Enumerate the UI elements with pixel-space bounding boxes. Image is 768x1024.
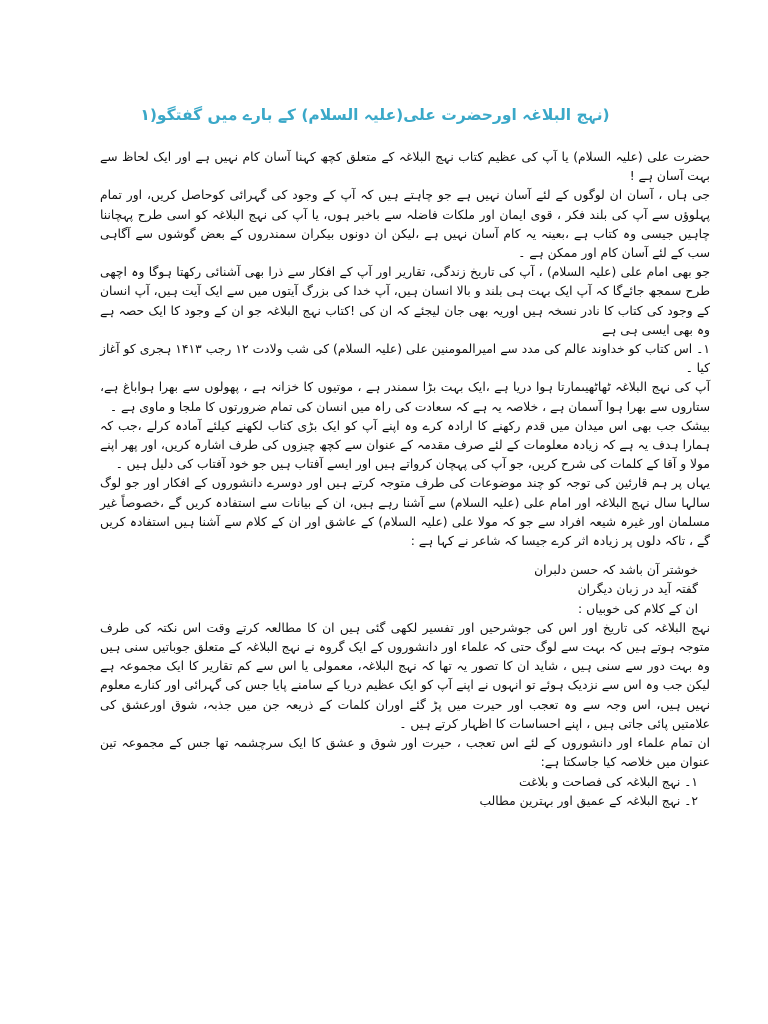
page-title: (نہج البلاغہ اورحضرت علی(علیہ السلام) کے بارے میں گفتگو(۱ <box>140 106 610 124</box>
paragraph: ان تمام علماء اور دانشوروں کے لئے اس تعجب ، حیرت اور شوق و عشق کا ایک سرچشمہ تھا جس کے مجموعہ تین عنوان میں خلاصہ کیا جاسکتا ہے: <box>100 736 710 770</box>
paragraph: نہج البلاغہ کی تاریخ اور اس کی جوشرحیں اور تفسیر لکھی گئی ہیں ان کا مطالعہ کرتے وقت اس نکتہ کی طرف متوجہ ہوتے ہیں کہ بہت سے لوگ حتی کہ علماء اور دانشوروں کے ایک گروہ نے نہج البلاغہ کے متعلق جوباتیں سنی ہیں وہ بہت دور سے سنی ہیں ، شاید ان کا تصور یہ تھا کہ نہج البلاغہ، معمولی یا اس سے کم تقاریر کا ایک مجموعہ ہے لیکن جب وہ اس سے نزدیک ہوئے تو انہوں نے اپنے آپ کو ایک عظیم دریا کے سامنے پایا جس کی گہرائی اور کنارے معلوم نہیں ہیں، اس وجہ سے وہ تعجب اور حیرت میں پڑ گئے اوران کلمات کے ذریعہ جن میں جذبہ، شوق اورعشق کی علامتیں پائی جاتی ہیں ، اپنے احساسات کا اظہار کرتے ہیں ۔ <box>100 620 710 731</box>
paragraph: بیشک جب بھی اس میدان میں قدم رکھنے کا ارادہ کرے وہ اپنے آپ کو ایک بڑی کتاب لکھنے کیلئے آمادہ کرلے ،جب کہ ہمارا ہدف یہ ہے کہ زیادہ معلومات کے لئے صرف مقدمہ کے عنوان سے کچھ چیزوں کی طرف اشارہ کریں، اور پھر اپنے مولا و آقا کے کلمات کی شرح کریں، جو آپ کی پہچان کرواتے ہیں اور ایسے آفتاب ہیں جو خود آفتاب کی دلیل ہیں ۔ <box>100 418 710 472</box>
list-item: ۲۔ نہج البلاغہ کے عمیق اور بہترین مطالب <box>479 793 698 808</box>
list-item: ۱۔ نہج البلاغہ کی فصاحت و بلاغت <box>519 774 698 789</box>
paragraph: یہاں پر ہم قارئین کی توجہ کو چند موضوعات کی طرف متوجہ کرتے ہیں اور دوسرے دانشوروں کے افکار اور جو لوگ سالہا سال نہج البلاغہ اور امام علی (علیہ السلام) سے آشنا رہے ہیں، ان کے بیانات سے استفادہ کریں گے ،خصوصاً غیر مسلمان اور غیرہ شیعہ افراد سے جو کہ مولا علی (علیہ السلام) کے عاشق اور ان کے کلام سے آشنا ہیں استفادہ کریں گے ، تاکہ دلوں پر زیادہ اثر کرے جیسا کہ شاعر نے کہا ہے : <box>100 476 710 549</box>
poem-line: خوشتر آن باشد کہ حسن دلبران <box>534 563 698 578</box>
document-body <box>100 148 710 811</box>
footnote: ۱۔ اس کتاب کو خداوند عالم کی مدد سے امیرالمومنین علی (علیہ السلام) کی شب ولادت ۱۲ رجب ۱۴۱۳ ہجری کو آغاز کیا ۔ <box>100 342 710 376</box>
paragraph: جو بھی امام علی (علیہ السلام) ، آپ کی تاریخ زندگی، تقاریر اور آپ کے افکار سے ذرا بھی آشنائی رکھتا ہوگا وہ اچھی طرح سمجھ جائےگا کہ آپ ایک بہت ہی بلند و بالا انسان ہیں، آپ خدا کی بزرگ آیتوں میں سے ایک آیت ہیں، آپ انسان کے وجود کی کتاب کا نادر نسخہ ہیں اوریہ بھی جان لیجئے کہ ان کی !کتاب نہج البلاغہ جو ان کے وجود کا ایک حصہ ہے وہ بھی ایسی ہی ہے <box>100 265 710 337</box>
paragraph: آپ کی نہج البلاغہ ٹھاٹھیںمارتا ہوا دریا ہے ،ایک بہت بڑا سمندر ہے ، موتیوں کا خزانہ ہے ، پھولوں سے بھرا ہواباغ ہے، ستاروں سے بھرا ہوا آسمان ہے ، خلاصہ یہ ہے کہ سعادت کی راہ میں انسان کی تمام ضرورتوں کا ملجا و ماوی ہے ۔ <box>100 380 710 414</box>
paragraph: حضرت علی (علیہ السلام) یا آپ کی عظیم کتاب نہج البلاغہ کے متعلق کچھ کہنا آسان کام نہیں ہے اور ایک لحاظ سے بہت آسان ہے ! <box>100 150 710 184</box>
poem-line: گفتہ آید در زبان دیگران <box>577 582 698 597</box>
paragraph: جی ہاں ، آسان ان لوگوں کے لئے آسان نہیں ہے جو چاہتے ہیں کہ آپ کے وجود کی گہرائی کوحاصل کریں، اور تمام پہلوؤں سے آپ کی بلند فکر ، قوی ایمان اور ملکات فاضلہ سے باخبر ہوں، یا آپ کی نہج البلاغہ کو اسی طرح پہچاننا چاہیں جیسی وہ کتاب ہے ،بعینہ یہ کام آسان نہیں ہے ،لیکن ان دونوں بیکران سمندروں کے بعض گوشوں سے آگاہی سب کے لئے آسان کام اور ممکن ہے ۔ <box>100 188 710 261</box>
section-heading: ان کے کلام کی خوبیاں : <box>578 601 698 616</box>
